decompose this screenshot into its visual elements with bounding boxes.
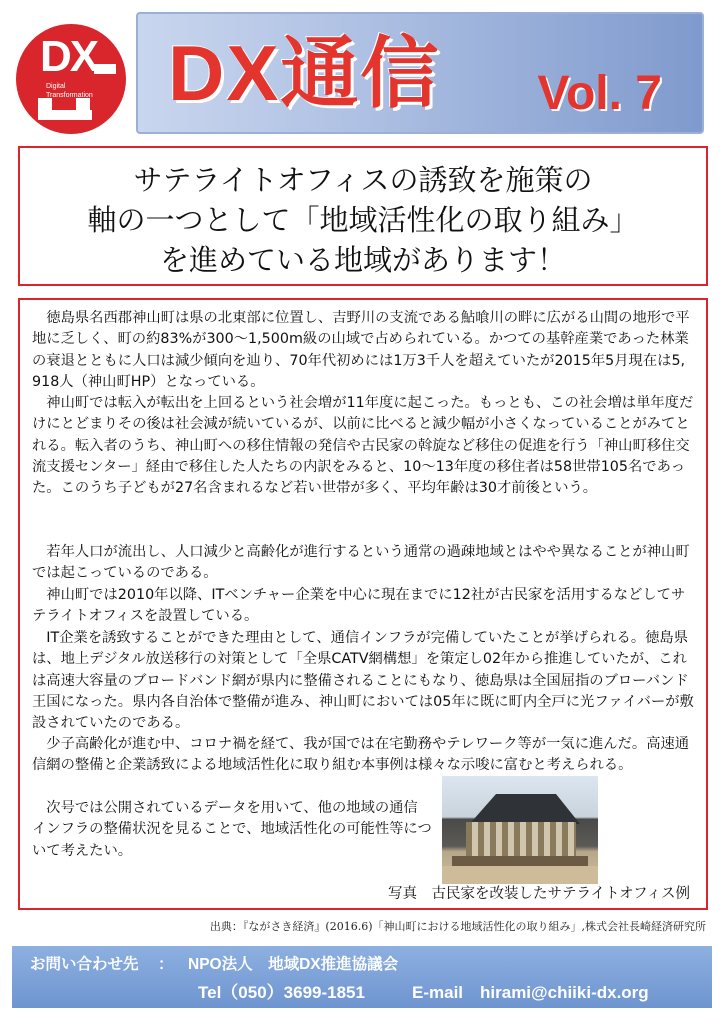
satellite-office-photo xyxy=(442,776,598,884)
paragraph-2: 神山町では転入が転出を上回るという社会増が11年度に起こった。もっとも、この社会増は単年度だけにとどまりその後は社会減が続いているが、以前に比べると減少幅が小さくなっていることがみてとれる。転入者のうち、神山町への移住情報の発信や古民家の斡旋など移住の促進を行う「神山町移住交流支援センター」経由で移住した人たちの内訳をみると、10〜13年度の移住者は58世帯105名であった。このうち子どもが27名含まれるなど若い世帯が多く、平均年齢は30才前後という。 xyxy=(32,395,694,497)
photo-roof xyxy=(460,794,580,824)
headline-line-3: を進めている地域があります！ xyxy=(159,243,566,277)
photo-wall xyxy=(466,822,576,856)
logo-subtitle xyxy=(46,82,93,100)
headline-line-1: サテライトオフィスの誘致を施策の xyxy=(133,163,593,197)
organization-name: NPO法人 地域DX推進協議会 xyxy=(188,956,399,973)
paragraph-1: 徳島県名西郡神山町は県の北東部に位置し、吉野川の支流である鮎喰川の畔に広がる山間の地形で平地に乏しく、町の約83%が300〜1,500m級の山域で占められている。かつての基幹産業であった林業の衰退とともに人口は減少傾向を辿り、70年代初めには1万3千人を超えていたが2015年5月現在は5,918人（神山町HP）となっている。 xyxy=(32,310,690,390)
phone-number: Tel（050）3699-1851 xyxy=(198,983,365,1002)
headline-box xyxy=(18,146,708,286)
paragraph-5: IT企業を誘致することができた理由として、通信インフラが完備していたことが挙げられる。徳島県は、地上デジタル放送移行の対策として「全県CATV網構想」を策定し02年から推進していたが、これは高速大容量のブロードバンド網が県内に整備されることにもなり、徳島県は全国屈指のブローバンド王国になった。県内各自治体で整備が進み、神山町においては05年に既に町内全戸に光ファイバーが敷設されていたのである。 xyxy=(32,630,694,732)
paragraph-3: 若年人口が流出し、人口減少と高齢化が進行するという通常の過疎地域とはやや異なることが神山町では起こっているのである。 xyxy=(32,544,690,582)
contact-footer xyxy=(12,946,712,1008)
paragraph-4: 神山町では2010年以降、ITベンチャー企業を中心に現在までに12社が古民家を活用するなどしてサテライトオフィスを設置している。 xyxy=(32,587,686,625)
title-banner xyxy=(136,12,704,134)
photo-caption: 写真 古民家を改装したサテライトオフィス例 xyxy=(387,886,690,902)
photo-deck xyxy=(452,856,588,866)
volume-number: Vol. 7 xyxy=(537,67,662,120)
email-address[interactable]: E-mail hirami@chiiki-dx.org xyxy=(412,983,649,1002)
logo-subtitle-line2: Transformation xyxy=(46,92,93,99)
paragraph-6: 少子高齢化が進む中、コロナ禍を経て、我が国では在宅勤務やテレワーク等が一気に進んだ。高速通信網の整備と企業誘致による地域活性化に取り組む本事例は様々な示唆に富むと考えられる。 xyxy=(32,736,690,774)
logo-subtitle-line1: Digital xyxy=(46,83,66,90)
source-citation: 出典：『ながさき経済』(2016.6)「神山町における地域活性化の取り組み」,株式会社長崎経済研究所 xyxy=(209,920,706,933)
photo-ground xyxy=(442,866,598,884)
contact-label: お問い合わせ先 xyxy=(30,956,139,973)
newsletter-title: DX通信 xyxy=(168,29,441,117)
article-body xyxy=(18,298,708,910)
paragraph-7: 次号では公開されているデータを用いて、他の地域の通信インフラの整備状況を見ることで、地域活性化の可能性等について考えたい。 xyxy=(32,800,432,859)
headline-line-2: 軸の一つとして「地域活性化の取り組み」 xyxy=(87,203,639,237)
logo-text: DX xyxy=(40,32,98,81)
dx-logo xyxy=(16,24,126,134)
contact-separator: ： xyxy=(158,956,174,973)
